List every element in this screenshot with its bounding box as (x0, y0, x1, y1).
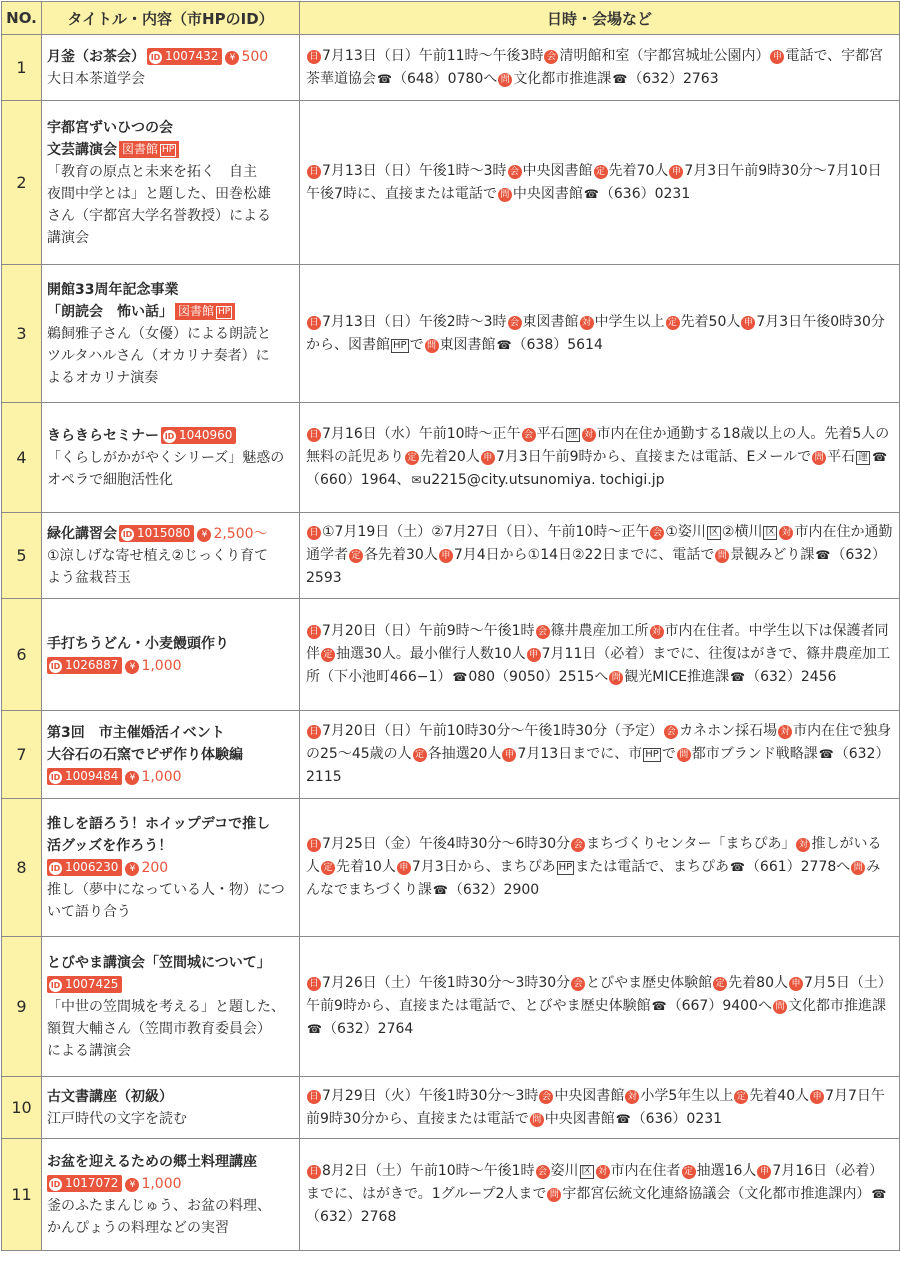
venue-icon: 会 (539, 1090, 553, 1104)
events-table (1, 1, 900, 1251)
phone-icon: ☎ (871, 1187, 887, 1201)
page-id-badge: ID 1026887 (47, 657, 122, 674)
venue-icon: 会 (544, 50, 558, 64)
event-title: 月釜（お茶会） (47, 48, 145, 65)
venue-icon: 会 (664, 725, 678, 739)
row-info-cell: 日 7月13日（日）午前11時～午後3時 会 清明館和室（宇都宮城址公園内） 申 電話で、宇都宮茶華道協会☎（648）0780へ 問 文化都市推進課☎（632）2763 (300, 35, 900, 101)
phone-icon: ☎ (496, 337, 512, 352)
capacity-icon: 定 (405, 451, 419, 465)
capacity-icon: 定 (682, 1165, 696, 1179)
capacity-icon: 定 (734, 1090, 748, 1104)
venue-icon: 会 (522, 428, 536, 442)
target-icon: 対 (625, 1090, 639, 1104)
phone-icon: ☎ (307, 1022, 322, 1036)
row-info-cell: 日 ①7月19日（土）②7月27日（日）、午前10時～正午 会 ①姿川 区 ②横川 区 対 市内在住か通勤通学者 定 各先着30人 申 7月4日から①14日②22日までに、電話で 問 景観みどり課☎（632）2593 (300, 513, 900, 599)
header-info: 日時・会場など (300, 2, 900, 35)
target-icon: 対 (778, 725, 792, 739)
phone-icon: ☎ (729, 860, 745, 874)
row-title-cell: 開館33周年記念事業 「朗読会 怖い話」 図書館 HP 鵜飼雅子さん（女優）による朗読と ツルタハルさん（オカリナ奏者）に よるオカリナ演奏 (42, 265, 300, 403)
event-title: 推しを語ろう！ホイップデコで推し (47, 815, 271, 832)
apply-icon: 申 (502, 748, 516, 762)
contact-icon: 問 (677, 748, 691, 762)
hp-icon: HP (558, 862, 573, 873)
date-icon: 日 (307, 838, 321, 852)
contact-icon: 問 (773, 1000, 787, 1014)
row-title-cell: 緑化講習会 ID 1015080 ¥ 2,500～ ①涼しげな寄せ植え②じっくり育て よう盆栽苔玉 (42, 513, 300, 599)
hp-icon: HP (162, 144, 175, 155)
contact-icon: 問 (498, 73, 512, 87)
library-badge: 図書館 HP (175, 303, 235, 320)
table-row (2, 35, 900, 101)
apply-icon: 申 (481, 451, 495, 465)
row-title-cell: きらきらセミナー ID 1040960 「くらしがかがやくシリーズ」魅惑の オペラで細胞活性化 (42, 403, 300, 513)
row-info-cell: 日 7月13日（日）午後1時～3時 会 中央図書館 定 先着70人 申 7月3日午前9時30分～7月10日午後7時に、直接または電話で 問 中央図書館☎（636）0231 (300, 101, 900, 265)
capacity-icon: 定 (594, 165, 608, 179)
event-title: 宇都宮ずいひつの会 (47, 119, 173, 136)
date-icon: 日 (307, 625, 321, 639)
date-icon: 日 (307, 1165, 321, 1179)
header-no: NO. (2, 2, 42, 35)
contact-icon: 問 (851, 861, 865, 875)
yen-icon: ¥ (125, 1178, 139, 1192)
date-icon: 日 (307, 50, 321, 64)
row-number: 4 (2, 403, 42, 513)
table-row (2, 937, 900, 1077)
phone-icon: ☎ (377, 71, 392, 86)
apply-icon: 申 (527, 648, 541, 662)
hp-icon: HP (393, 339, 407, 351)
fee: ¥ 500 (225, 49, 268, 65)
page-id-badge: ID 1017072 (47, 1175, 122, 1192)
yen-icon: ¥ (197, 528, 211, 542)
row-info-cell: 日 8月2日（土）午前10時～午後1時 会 姿川 区 対 市内在住者 定 抽選16人 申 7月16日（必着）までに、はがきで。1グループ2人まで 問 宇都宮伝統文化連絡協議会（文化都市推進課内）☎（632）2768 (300, 1139, 900, 1251)
page-id-badge: ID 1006230 (47, 859, 122, 876)
phone-icon: ☎ (730, 670, 746, 684)
phone-icon: ☎ (815, 548, 831, 562)
id-icon: ID (50, 980, 61, 990)
target-icon: 対 (796, 838, 810, 852)
id-icon: ID (150, 52, 161, 62)
row-number: 2 (2, 101, 42, 265)
apply-icon: 申 (757, 1165, 771, 1179)
id-icon: ID (164, 431, 175, 441)
row-title-cell (42, 711, 300, 799)
row-number: 9 (2, 937, 42, 1077)
contact-icon: 問 (547, 1188, 561, 1202)
table-row (2, 599, 900, 711)
fee: ¥ 1,000 (125, 769, 181, 785)
target-icon: 対 (650, 625, 664, 639)
row-info-cell: 日 7月25日（金）午後4時30分～6時30分 会 まちづくりセンター「まちぴあ」 対 推しがいる人 定 先着10人 申 7月3日から、まちぴあ HP または電話で、まちぴあ☎（661）2778へ 問 みんなでまちづくり課☎（632）2900 (300, 799, 900, 937)
yen-icon: ¥ (125, 862, 139, 876)
mail-icon: ✉ (411, 473, 422, 487)
row-number: 11 (2, 1139, 42, 1251)
date-icon: 日 (307, 165, 321, 179)
page-id-badge: ID 1015080 (119, 525, 194, 542)
row-info-cell: 日 7月26日（土）午後1時30分～3時30分 会 とびやま歴史体験館 定 先着80人 申 7月5日（土）午前9時から、直接または電話で、とびやま歴史体験館☎（667）9400へ 問 文化都市推進課☎（632）2764 (300, 937, 900, 1077)
apply-icon: 申 (810, 1090, 824, 1104)
venue-icon: 会 (571, 977, 585, 991)
table-row (2, 799, 900, 937)
venue-icon: 会 (650, 526, 664, 540)
venue-icon: 会 (508, 316, 522, 330)
target-icon: 対 (596, 1165, 610, 1179)
contact-icon: 問 (498, 188, 512, 202)
row-title-cell (42, 35, 300, 101)
yen-icon: ¥ (225, 51, 239, 65)
row-number: 6 (2, 599, 42, 711)
id-icon: ID (122, 529, 133, 539)
phone-icon: ☎ (583, 186, 599, 201)
contact-icon: 問 (812, 451, 826, 465)
table-row (2, 1077, 900, 1139)
yen-icon: ¥ (125, 660, 139, 674)
event-title: 第3回 市主催婚活イベント (47, 724, 225, 741)
row-title-cell: 宇都宮ずいひつの会 文芸講演会 図書館 HP 「教育の原点と未来を拓く 自主 夜間中学とは」と題した、田巻松雄 さん（宇都宮大学名誉教授）による 講演会 (42, 101, 300, 265)
row-info-cell: 日 7月16日（水）午前10時～正午 会 平石 運 対 市内在住か通勤する18歳以上の人。先着5人の無料の託児あり 定 先着20人 申 7月3日午前9時から、直接または電話、Eメールで 問 平石 運 ☎（660）1964、✉u2215@city.utsunomiya. tochigi.jp (300, 403, 900, 513)
event-title: お盆を迎えるための郷土料理講座 (47, 1153, 257, 1170)
capacity-icon: 定 (349, 549, 363, 563)
apply-icon: 申 (439, 549, 453, 563)
contact-icon: 問 (425, 339, 439, 353)
event-title: 古文書講座（初級） (47, 1088, 173, 1105)
fee: ¥ 2,500～ (197, 526, 267, 542)
table-row (2, 101, 900, 265)
header-title: タイトル・内容（市HPのID） (42, 2, 300, 35)
apply-icon: 申 (789, 977, 803, 991)
fee: ¥ 200 (125, 860, 168, 876)
venue-icon: 会 (508, 165, 522, 179)
row-title-cell: お盆を迎えるための郷土料理講座 ID 1017072 ¥ 1,000 釜のふたまんじゅう、お盆の料理、 かんぴょうの料理などの実習 (42, 1139, 300, 1251)
id-icon: ID (50, 772, 61, 782)
row-number: 8 (2, 799, 42, 937)
row-info-cell: 日 7月29日（火）午後1時30分～3時 会 中央図書館 対 小学5年生以上 定 先着40人 申 7月7日午前9時30分から、直接または電話で 問 中央図書館☎（636）0231 (300, 1077, 900, 1139)
row-number: 5 (2, 513, 42, 599)
id-icon: ID (50, 661, 61, 671)
table-row (2, 1139, 900, 1251)
row-number: 10 (2, 1077, 42, 1139)
contact-icon: 問 (715, 549, 729, 563)
target-icon: 対 (779, 526, 793, 540)
organizer: 大日本茶道学会 (47, 70, 145, 87)
date-icon: 日 (307, 428, 321, 442)
hp-icon: HP (645, 749, 659, 760)
capacity-icon: 定 (321, 861, 335, 875)
capacity-icon: 定 (413, 748, 427, 762)
table-row (2, 711, 900, 799)
apply-icon: 申 (770, 50, 784, 64)
venue-icon: 会 (571, 838, 585, 852)
date-icon: 日 (307, 725, 321, 739)
apply-icon: 申 (397, 861, 411, 875)
phone-icon: ☎ (612, 71, 628, 86)
row-number: 7 (2, 711, 42, 799)
page-id-badge: ID 1009484 (47, 768, 122, 785)
contact-icon: 問 (530, 1113, 544, 1127)
event-subtitle: 大谷石の石窯でピザ作り体験編 (47, 746, 243, 763)
event-title: 手打ちうどん・小麦饅頭作り (47, 635, 229, 652)
target-icon: 対 (580, 316, 594, 330)
row-number: 1 (2, 35, 42, 101)
phone-icon: ☎ (432, 883, 448, 897)
page-id-badge: ID 1040960 (161, 427, 236, 444)
capacity-icon: 定 (666, 316, 680, 330)
phone-icon: ☎ (872, 450, 888, 464)
table-header (2, 2, 900, 35)
hp-icon: HP (218, 306, 231, 317)
capacity-icon: 定 (713, 977, 727, 991)
row-info-cell: 日 7月20日（日）午前9時～午後1時 会 篠井農産加工所 対 市内在住者。中学生以下は保護者同伴 定 抽選30人。最小催行人数10人 申 7月11日（必着）までに、往復はがきで、篠井農産加工所（下小池町466−1）☎080（9050）2515へ 問 観光MICE推進課☎（632）2456 (300, 599, 900, 711)
event-subtitle: 「朗読会 怖い話」 (47, 303, 173, 320)
contact-icon: 問 (609, 671, 623, 685)
event-title: とびやま講演会「笠間城について」 (47, 954, 271, 971)
phone-icon: ☎ (452, 670, 468, 684)
phone-icon: ☎ (818, 747, 834, 761)
library-badge: 図書館 HP (119, 141, 179, 158)
apply-icon: 申 (669, 165, 683, 179)
row-title-cell: 古文書講座（初級） 江戸時代の文字を読む (42, 1077, 300, 1139)
date-icon: 日 (307, 316, 321, 330)
event-subtitle: 文芸講演会 (47, 141, 117, 158)
event-title: きらきらセミナー (47, 427, 159, 444)
id-icon: ID (50, 1179, 61, 1189)
date-icon: 日 (307, 1090, 321, 1104)
row-info-cell: 日 7月20日（日）午前10時30分～午後1時30分（予定） 会 カネホン採石場 対 市内在住で独身の25～45歳の人 定 各抽選20人 申 7月13日までに、市 HP で 問 都市ブランド戦略課☎（632）2115 (300, 711, 900, 799)
phone-icon: ☎ (615, 1111, 631, 1126)
apply-icon: 申 (741, 316, 755, 330)
table-row (2, 265, 900, 403)
yen-icon: ¥ (125, 771, 139, 785)
id-icon: ID (50, 863, 61, 873)
date-icon: 日 (307, 526, 321, 540)
capacity-icon: 定 (321, 648, 335, 662)
fee: ¥ 1,000 (125, 658, 181, 674)
table-row (2, 403, 900, 513)
venue-icon: 会 (536, 625, 550, 639)
venue-icon: 会 (536, 1165, 550, 1179)
page-id-badge: ID 1007425 (47, 976, 122, 993)
target-icon: 対 (582, 428, 596, 442)
row-title-cell: 推しを語ろう！ホイップデコで推し 活グッズを作ろう！ ID 1006230 ¥ 200 推し（夢中になっている人・物）につ いて語り合う (42, 799, 300, 937)
event-title: 緑化講習会 (47, 525, 117, 542)
phone-icon: ☎ (651, 999, 667, 1013)
row-number: 3 (2, 265, 42, 403)
fee: ¥ 1,000 (125, 1176, 181, 1192)
table-row (2, 513, 900, 599)
page-id-badge: ID 1007432 (147, 48, 222, 65)
event-title: 開館33周年記念事業 (47, 281, 179, 298)
row-title-cell (42, 599, 300, 711)
row-info-cell: 日 7月13日（日）午後2時～3時 会 東図書館 対 中学生以上 定 先着50人 申 7月3日午後0時30分から、図書館 HP で 問 東図書館☎（638）5614 (300, 265, 900, 403)
row-title-cell: とびやま講演会「笠間城について」 ID 1007425 「中世の笠間城を考える」と題した、 額賀大輔さん（笠間市教育委員会） による講演会 (42, 937, 300, 1077)
date-icon: 日 (307, 977, 321, 991)
